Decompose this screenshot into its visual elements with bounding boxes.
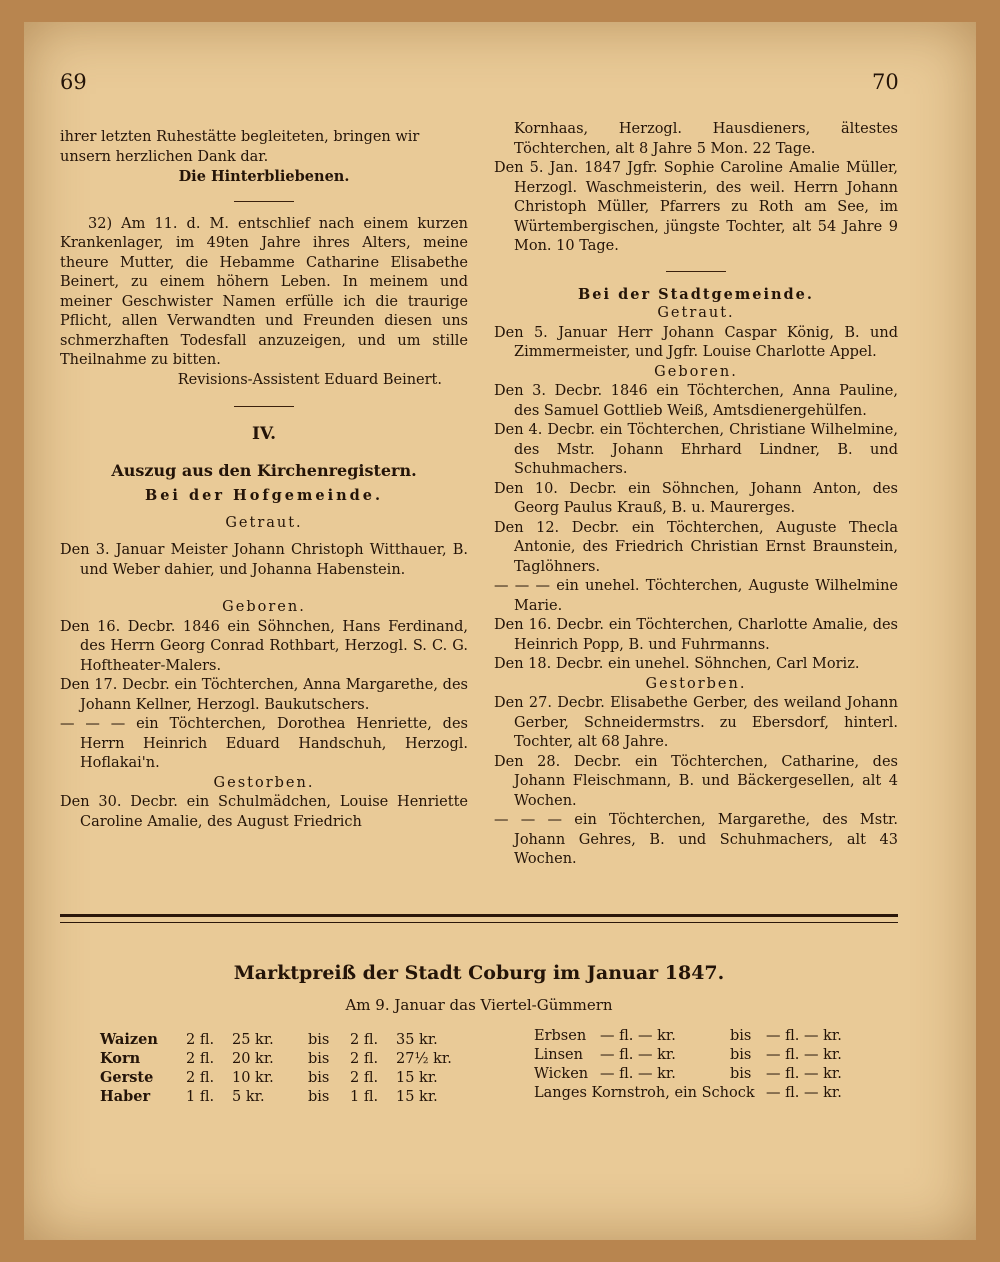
intro-line-1: ihrer letzten Ruhestätte begleiteten, bringen wir: [60, 129, 420, 145]
born-heading: Geboren.: [222, 599, 306, 615]
table-row: Haber 1 fl. 5 kr. bis 1 fl. 15 kr.: [100, 1088, 438, 1105]
list-item: Kornhaas, Herzogl. Hausdieners, ältestes Töchterchen, alt 8 Jahre 5 Mon. 22 Tage.: [514, 121, 898, 157]
notice-signature: Revisions-Assistent Eduard Beinert.: [177, 371, 442, 388]
list-item: Den 5. Jan. 1847 Jgfr. Sophie Caroline Amalie Müller, Herzogl. Waschmeisterin, des weil. Herrn Johann Christoph Müller, Pfarrers zu Roth am See, im Würtembergischen, jüngste Tochter, alt 54 Jahre 9 Mon. 10 Tage.: [494, 160, 898, 254]
list-item: Den 12. Decbr. ein Töchterchen, Auguste Thecla Antonie, des Friedrich Christian Ernst Braunstein, Taglöhners.: [494, 519, 898, 575]
list-item: — — — ein Töchterchen, Dorothea Henriette, des Herrn Heinrich Eduard Handschuh, Herzogl. Hoflakai'n.: [60, 716, 468, 771]
table-row: Linsen — fl. — kr. bis — fl. — kr.: [534, 1046, 842, 1063]
list-item: Den 3. Decbr. 1846 ein Töchterchen, Anna Pauline, des Samuel Gottlieb Weiß, Amtsdienergehülfen.: [494, 383, 898, 419]
list-item: — — — ein unehel. Töchterchen, Auguste Wilhelmine Marie.: [494, 578, 898, 614]
list-item: — — — ein Töchterchen, Margarethe, des Mstr. Johann Gehres, B. und Schuhmachers, alt 43 Wochen.: [494, 812, 898, 867]
list-item: Den 30. Decbr. ein Schulmädchen, Louise Henriette Caroline Amalie, des August Friedrich: [60, 794, 468, 830]
section-number: IV.: [251, 424, 277, 444]
parish-title: Bei der Stadtgemeinde.: [578, 285, 814, 303]
list-item: Den 16. Decbr. ein Töchterchen, Charlotte Amalie, des Heinrich Popp, B. und Fuhrmanns.: [494, 617, 898, 653]
right-column: [494, 120, 898, 870]
married-heading: Getraut.: [225, 514, 303, 531]
table-row: Erbsen — fl. — kr. bis — fl. — kr.: [534, 1027, 842, 1044]
page-number-left: 69: [60, 70, 87, 94]
list-item: Den 16. Decbr. 1846 ein Söhnchen, Hans Ferdinand, des Herrn Georg Conrad Rothbart, Herzogl. S. C. G. Hoftheater-Malers.: [60, 618, 468, 674]
table-row: Wicken — fl. — kr. bis — fl. — kr.: [534, 1065, 842, 1082]
list-item: Den 28. Decbr. ein Töchterchen, Catharine, des Johann Fleischmann, B. und Bäckergesellen, alt 4 Wochen.: [494, 753, 898, 809]
table-row: Korn 2 fl. 20 kr. bis 2 fl. 27½ kr.: [100, 1050, 452, 1067]
intro-signature: Die Hinterbliebenen.: [178, 168, 350, 185]
born-heading: Geboren.: [654, 363, 738, 380]
table-row: Waizen 2 fl. 25 kr. bis 2 fl. 35 kr.: [100, 1031, 438, 1048]
list-item: Den 10. Decbr. ein Söhnchen, Johann Anton, des Georg Paulus Krauß, B. u. Maurerges.: [494, 480, 898, 516]
table-row: Langes Kornstroh, ein Schock — fl. — kr.: [534, 1084, 842, 1101]
list-item: Den 27. Decbr. Elisabethe Gerber, des weiland Johann Gerber, Schneidermstrs. zu Ebersdorf, hinterl. Tochter, alt 68 Jahre.: [494, 695, 898, 750]
death-notice: 32) Am 11. d. M. entschlief nach einem kurzen Krankenlager, im 49ten Jahre ihres Alters, meine theure Mutter, die Hebamme Catharine Elisabethe Beinert, zu einem höhern Leben. In meinem und meiner Geschwister Namen erfülle ich die traurige Pflicht, allen Verwandten und Freunden diesen uns schmerzhaften Todesfall anzuzeigen, und um stille Theilnahme zu bitten.: [60, 215, 468, 368]
list-item: Den 18. Decbr. ein unehel. Söhnchen, Carl Moriz.: [494, 656, 860, 672]
divider: [666, 271, 726, 272]
table-row: Gerste 2 fl. 10 kr. bis 2 fl. 15 kr.: [100, 1069, 438, 1086]
intro-line-2: unsern herzlichen Dank dar.: [60, 148, 269, 165]
section-title: Auszug aus den Kirchenregistern.: [111, 460, 417, 480]
list-item: Den 4. Decbr. ein Töchterchen, Christiane Wilhelmine, des Mstr. Johann Ehrhard Lindner, B. und Schuhmachers.: [494, 422, 898, 477]
other-price-table: [534, 1026, 842, 1102]
died-heading: Gestorben.: [213, 774, 315, 791]
market-price-subtitle: Am 9. Januar das Viertel-Gümmern: [345, 996, 613, 1014]
left-column: [60, 128, 468, 832]
parish-title: Bei der Hofgemeinde.: [144, 487, 384, 504]
page-number-right: 70: [872, 70, 899, 94]
died-heading: Gestorben.: [645, 675, 747, 692]
list-item: Den 3. Januar Meister Johann Christoph Witthauer, B. und Weber dahier, und Johanna Habenstein.: [60, 542, 468, 578]
market-price-title: Marktpreiß der Stadt Coburg im Januar 1847.: [233, 962, 725, 984]
double-rule: [60, 914, 898, 917]
list-item: Den 5. Januar Herr Johann Caspar König, B. und Zimmermeister, und Jgfr. Louise Charlotte Appel.: [494, 324, 898, 360]
divider: [234, 201, 294, 202]
list-item: Den 17. Decbr. ein Töchterchen, Anna Margarethe, des Johann Kellner, Herzogl. Baukutschers.: [60, 677, 468, 713]
married-heading: Getraut.: [657, 305, 735, 321]
double-rule-thin: [60, 922, 898, 923]
grain-price-table: [100, 1030, 452, 1106]
divider: [234, 406, 294, 407]
